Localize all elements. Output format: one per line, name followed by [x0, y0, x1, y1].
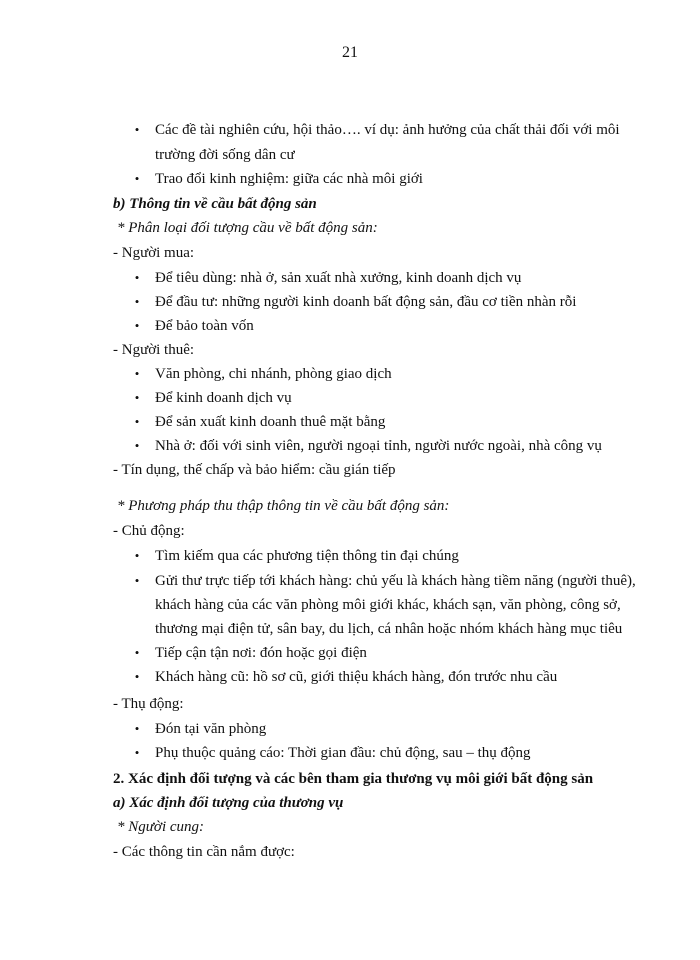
- list-item: Để sản xuất kinh doanh thuê mặt bằng: [155, 414, 386, 430]
- bullet-icon: •: [134, 645, 140, 660]
- bullet-icon: •: [134, 294, 140, 309]
- list-item: Khách hàng cũ: hồ sơ cũ, giới thiệu khách hàng, đón trước nhu cầu: [155, 669, 558, 685]
- subsection-heading: * Phân loại đối tượng cầu về bất động sản:: [117, 220, 378, 236]
- list-item: Gửi thư trực tiếp tới khách hàng: chủ yếu là khách hàng tiềm năng (người thuê),: [155, 573, 636, 589]
- list-item: Văn phòng, chi nhánh, phòng giao dịch: [155, 366, 392, 382]
- bullet-icon: •: [134, 122, 140, 137]
- list-item-continuation: thương mại điện tử, sân bay, du lịch, cá nhân hoặc nhóm khách hàng mục tiêu: [155, 621, 623, 637]
- bullet-icon: •: [134, 721, 140, 736]
- list-item: Phụ thuộc quảng cáo: Thời gian đầu: chủ động, sau – thụ động: [155, 745, 531, 761]
- bullet-icon: •: [134, 366, 140, 381]
- section-heading: 2. Xác định đối tượng và các bên tham gia thương vụ môi giới bất động sản: [113, 771, 594, 787]
- list-item: Tìm kiếm qua các phương tiện thông tin đại chúng: [155, 548, 459, 564]
- bullet-icon: •: [134, 390, 140, 405]
- bullet-icon: •: [134, 414, 140, 429]
- list-item: Trao đổi kinh nghiệm: giữa các nhà môi giới: [155, 171, 423, 187]
- subsection-heading: a) Xác định đối tượng của thương vụ: [113, 795, 344, 811]
- list-item-continuation: trường đời sống dân cư: [155, 147, 295, 163]
- bullet-icon: •: [134, 745, 140, 760]
- credit-line: - Tín dụng, thế chấp và bảo hiểm: cầu gián tiếp: [113, 462, 396, 478]
- info-line: - Các thông tin cần nắm được:: [113, 844, 295, 860]
- list-item: Để tiêu dùng: nhà ở, sản xuất nhà xưởng, kinh doanh dịch vụ: [155, 270, 522, 286]
- bullet-icon: •: [134, 171, 140, 186]
- subsection-heading: * Người cung:: [117, 819, 205, 835]
- list-item: Để kinh doanh dịch vụ: [155, 390, 292, 406]
- list-item: Các đề tài nghiên cứu, hội thảo…. ví dụ: ảnh hưởng của chất thải đối với môi: [155, 122, 620, 138]
- list-item: Để đầu tư: những người kinh doanh bất động sản, đầu cơ tiền nhàn rỗi: [155, 294, 577, 310]
- page-number: 21: [342, 44, 358, 61]
- list-item: Để bảo toàn vốn: [155, 318, 254, 334]
- section-heading: b) Thông tin về cầu bất động sản: [113, 196, 317, 212]
- bullet-icon: •: [134, 669, 140, 684]
- bullet-icon: •: [134, 438, 140, 453]
- group-label: - Người thuê:: [113, 342, 195, 358]
- bullet-icon: •: [134, 270, 140, 285]
- group-label: - Người mua:: [113, 245, 195, 261]
- group-label: - Thụ động:: [113, 696, 184, 712]
- bullet-icon: •: [134, 573, 140, 588]
- list-item-continuation: khách hàng của các văn phòng môi giới khác, khách sạn, văn phòng, công sở,: [155, 597, 621, 613]
- group-label: - Chủ động:: [113, 523, 185, 539]
- list-item: Tiếp cận tận nơi: đón hoặc gọi điện: [155, 645, 367, 661]
- bullet-icon: •: [134, 548, 140, 563]
- list-item: Nhà ở: đối với sinh viên, người ngoại tỉnh, người nước ngoài, nhà công vụ: [155, 438, 602, 454]
- subsection-heading: * Phương pháp thu thập thông tin về cầu bất động sản:: [117, 498, 450, 514]
- bullet-icon: •: [134, 318, 140, 333]
- list-item: Đón tại văn phòng: [155, 721, 267, 737]
